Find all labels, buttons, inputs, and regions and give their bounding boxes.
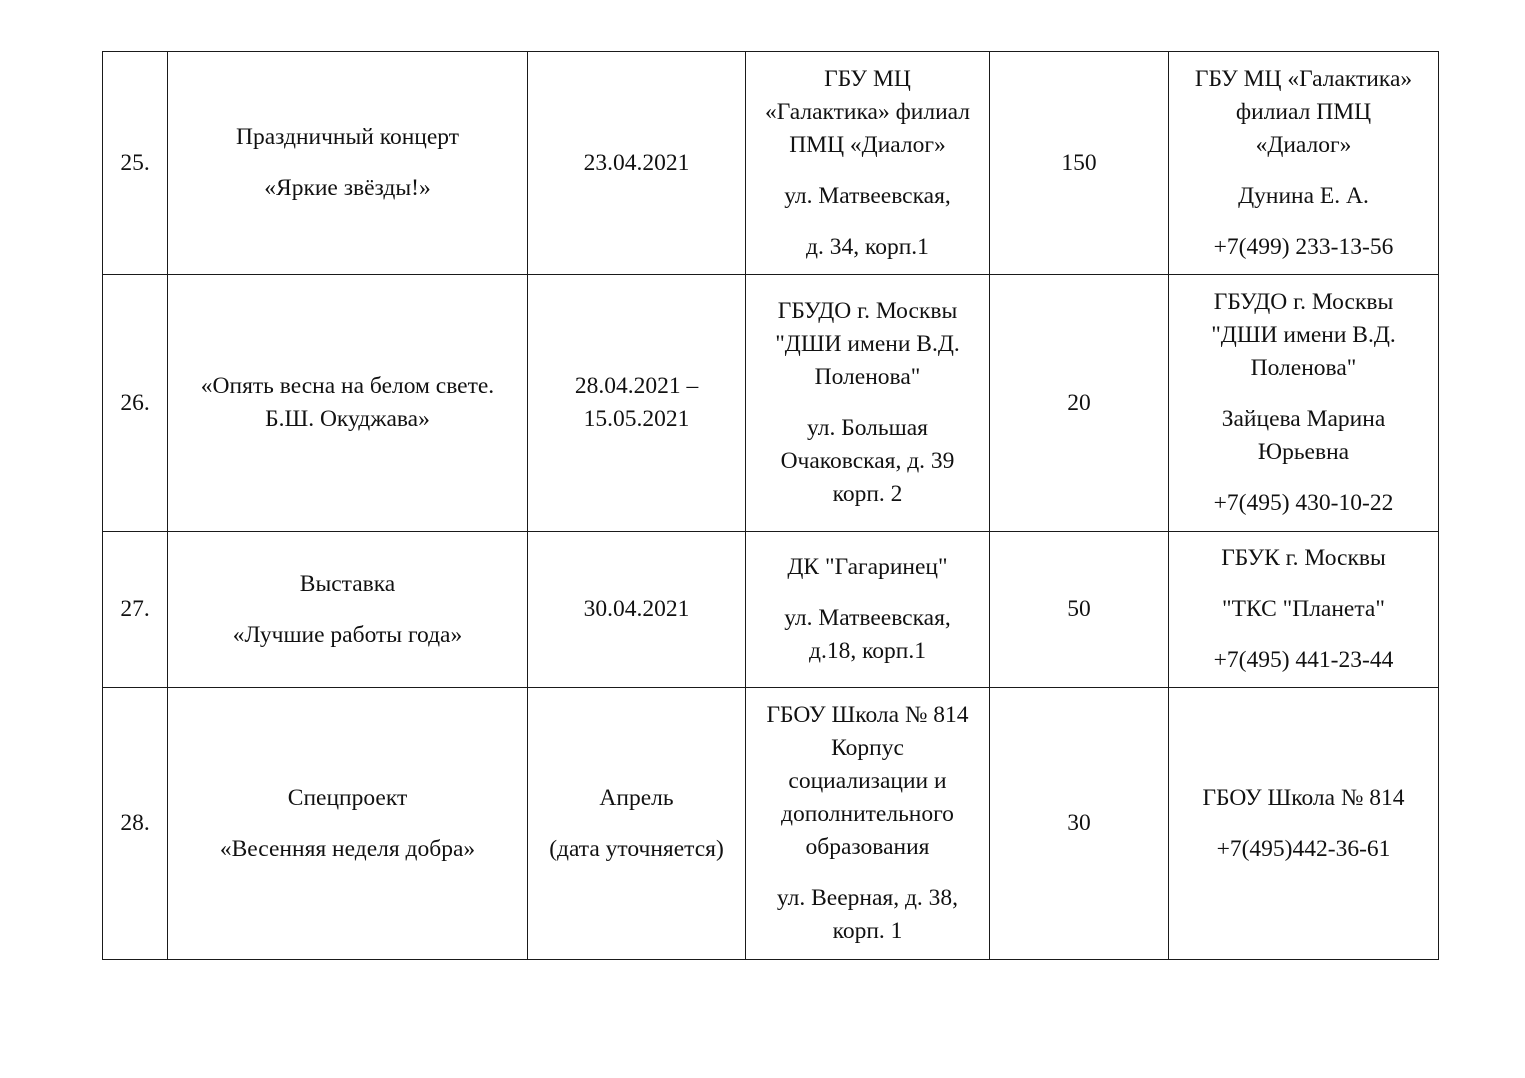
- date-line: Апрель: [599, 784, 674, 811]
- table-row: [103, 688, 1439, 960]
- venue-cell: [746, 275, 990, 532]
- venue-cell: [746, 532, 990, 688]
- venue-org-line: Поленова": [814, 364, 921, 390]
- row-number: 27.: [120, 596, 150, 622]
- date-line: 28.04.2021 –: [574, 373, 699, 399]
- venue-cell: [746, 688, 990, 960]
- event-line: «Яркие звёзды!»: [264, 175, 431, 201]
- event-line: «Весенняя неделя добра»: [219, 835, 476, 862]
- responsible-cell: [1169, 688, 1439, 960]
- event-line: Спецпроект: [287, 784, 408, 811]
- participants-cell: [990, 532, 1169, 688]
- row-number-cell: [103, 52, 168, 275]
- venue-org-line: ПМЦ «Диалог»: [789, 131, 946, 158]
- row-number: 26.: [120, 389, 150, 416]
- venue-org-line: «Галактика» филиал: [764, 98, 971, 125]
- event-line: Выставка: [299, 570, 396, 597]
- responsible-cell: [1169, 275, 1439, 532]
- responsible-person-line: Юрьевна: [1257, 439, 1350, 465]
- table-row: [103, 52, 1439, 275]
- row-number-cell: [103, 532, 168, 688]
- venue-address-line: ул. Веерная, д. 38,: [776, 885, 959, 911]
- venue-org-line: ГБОУ Школа № 814: [766, 702, 969, 728]
- event-cell: [168, 688, 528, 960]
- responsible-org-line: ГБУ МЦ «Галактика»: [1194, 65, 1413, 92]
- responsible-org-line: ГБОУ Школа № 814: [1202, 784, 1405, 811]
- date-cell: [528, 52, 746, 275]
- date-cell: [528, 275, 746, 532]
- venue-address-line: корп. 1: [832, 918, 903, 944]
- participants-count: 20: [1067, 389, 1091, 416]
- row-number-cell: [103, 688, 168, 960]
- venue-address-line: д. 34, корп.1: [806, 233, 929, 260]
- responsible-cell: [1169, 532, 1439, 688]
- venue-org-line: ГБУ МЦ: [824, 65, 911, 92]
- venue-org-line: Корпус: [831, 735, 904, 761]
- date-cell: [528, 688, 746, 960]
- participants-cell: [990, 52, 1169, 275]
- venue-address-line: д.18, корп.1: [808, 638, 926, 664]
- table-row: [103, 275, 1439, 532]
- responsible-phone: +7(495) 441-23-44: [1213, 647, 1394, 673]
- venue-org-line: "ДШИ имени В.Д.: [775, 331, 960, 357]
- participants-cell: [990, 688, 1169, 960]
- venue-org-line: ГБУДО г. Москвы: [777, 298, 958, 324]
- venue-org-line: ДК "Гагаринец": [787, 554, 948, 580]
- event-cell: [168, 52, 528, 275]
- responsible-org-line: ГБУК г. Москвы: [1221, 545, 1386, 571]
- responsible-org-line: «Диалог»: [1255, 131, 1352, 158]
- responsible-phone: +7(495) 430-10-22: [1213, 490, 1394, 516]
- responsible-phone: +7(495)442-36-61: [1216, 835, 1391, 862]
- date-cell: [528, 532, 746, 688]
- table-row: [103, 532, 1439, 688]
- responsible-org-line: филиал ПМЦ: [1235, 98, 1372, 125]
- date-line: 23.04.2021: [583, 149, 690, 176]
- event-line: Б.Ш. Окуджава»: [265, 406, 430, 432]
- venue-address-line: Очаковская, д. 39: [780, 448, 955, 474]
- responsible-person-line: Дунина Е. А.: [1238, 182, 1369, 209]
- event-line: «Опять весна на белом свете.: [200, 373, 495, 399]
- event-cell: [168, 275, 528, 532]
- venue-org-line: социализации и: [788, 768, 947, 794]
- events-table: [102, 51, 1439, 960]
- venue-address-line: ул. Матвеевская,: [784, 182, 951, 209]
- date-line: (дата уточняется): [549, 835, 724, 862]
- date-line: 15.05.2021: [583, 406, 690, 432]
- responsible-cell: [1169, 52, 1439, 275]
- event-line: Праздничный концерт: [235, 124, 460, 150]
- venue-address-line: ул. Большая: [807, 415, 928, 441]
- date-line: 30.04.2021: [583, 596, 690, 622]
- row-number: 25.: [120, 149, 150, 176]
- participants-cell: [990, 275, 1169, 532]
- responsible-org-line: "ДШИ имени В.Д.: [1211, 322, 1396, 348]
- participants-count: 30: [1067, 810, 1091, 836]
- venue-address-line: корп. 2: [832, 481, 903, 507]
- responsible-org-line: ГБУДО г. Москвы: [1213, 289, 1394, 315]
- responsible-person-line: Зайцева Марина: [1221, 406, 1386, 432]
- venue-cell: [746, 52, 990, 275]
- responsible-person-line: "ТКС "Планета": [1222, 596, 1385, 622]
- venue-org-line: дополнительного: [781, 801, 954, 827]
- responsible-phone: +7(499) 233-13-56: [1213, 233, 1394, 260]
- event-cell: [168, 532, 528, 688]
- row-number-cell: [103, 275, 168, 532]
- participants-count: 50: [1067, 596, 1091, 622]
- venue-address-line: ул. Матвеевская,: [784, 605, 951, 631]
- event-line: «Лучшие работы года»: [232, 621, 463, 648]
- participants-count: 150: [1061, 149, 1097, 176]
- venue-org-line: образования: [805, 834, 930, 860]
- responsible-org-line: Поленова": [1250, 355, 1357, 381]
- row-number: 28.: [120, 810, 150, 836]
